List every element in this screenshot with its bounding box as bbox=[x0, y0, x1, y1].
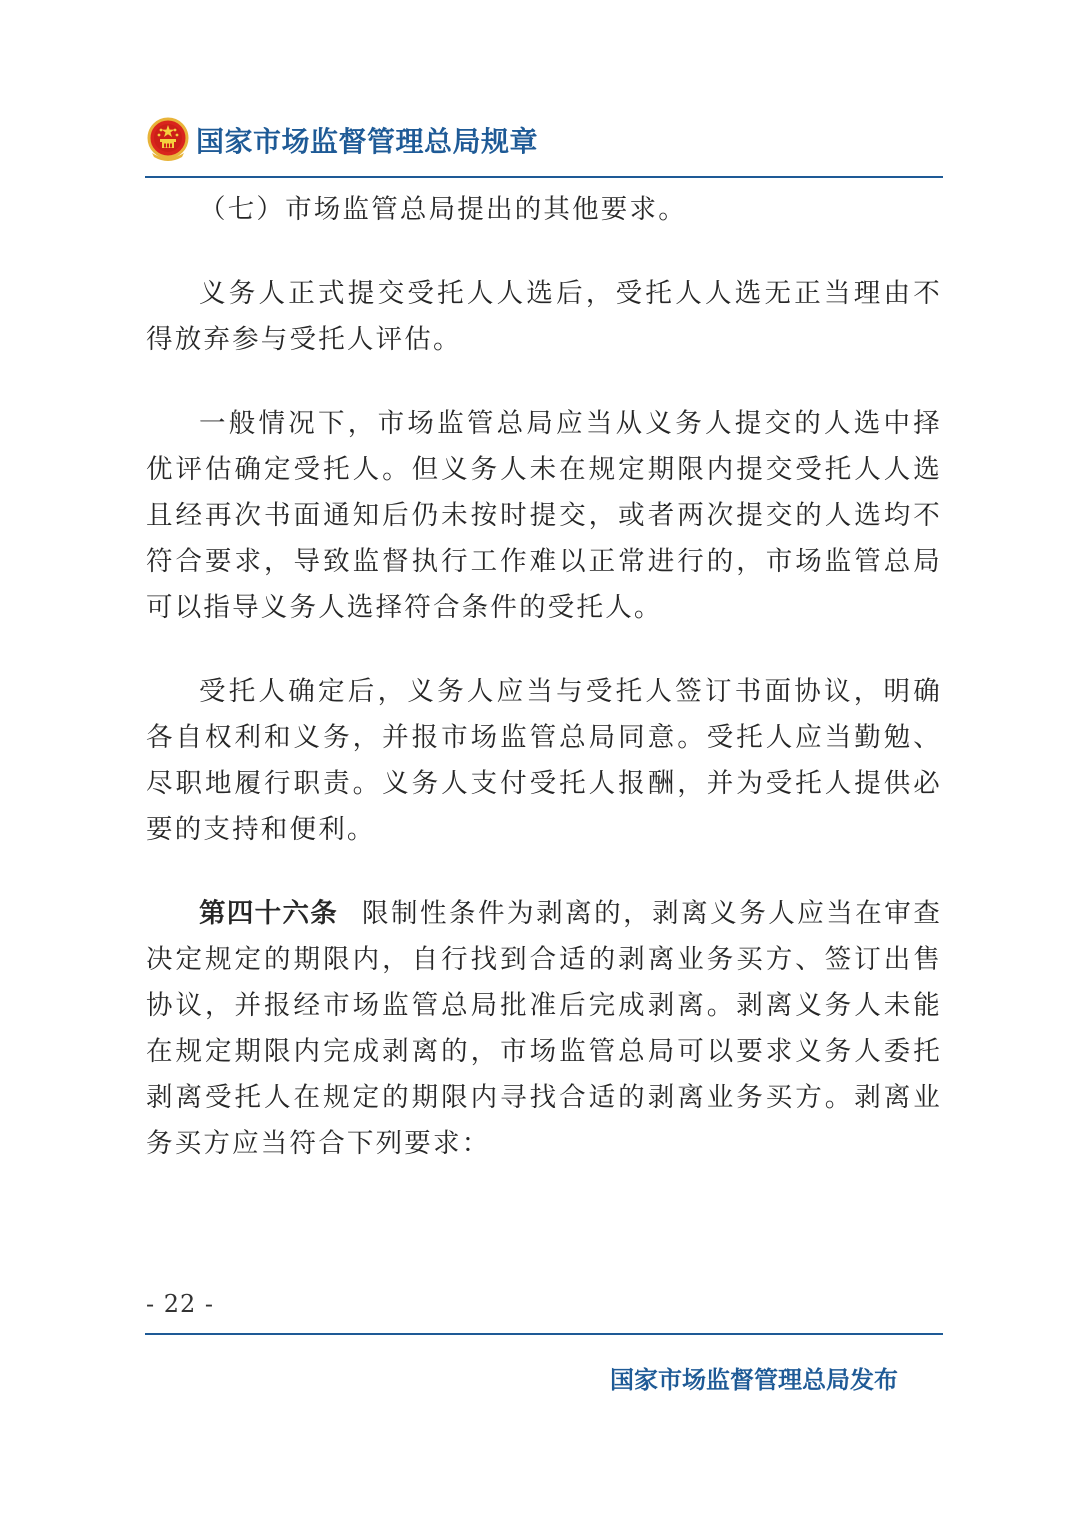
paragraph-trustee-agreement: 受托人确定后，义务人应当与受托人签订书面协议，明确各自权利和义务，并报市场监管总局同意。受托人应当勤勉、尽职地履行职责。义务人支付受托人报酬，并为受托人提供必要的支持和便利。 bbox=[146, 676, 942, 845]
footer-publisher: 国家市场监督管理总局发布 bbox=[610, 1366, 898, 1394]
article-heading: 第四十六条 bbox=[199, 898, 339, 929]
paragraph-item-seven: （七）市场监管总局提出的其他要求。 bbox=[199, 194, 687, 225]
page-header bbox=[146, 112, 538, 168]
paragraph-trustee-selection: 一般情况下，市场监管总局应当从义务人提交的人选中择优评估确定受托人。但义务人未在规定期限内提交受托人人选且经再次书面通知后仍未按时提交，或者两次提交的人选均不符合要求，导致监督执行工作难以正常进行的，市场监管总局可以指导义务人选择符合条件的受托人。 bbox=[146, 408, 942, 623]
page-number: - 22 - bbox=[146, 1290, 215, 1318]
paragraph-candidate-commitment: 义务人正式提交受托人人选后，受托人人选无正当理由不得放弃参与受托人评估。 bbox=[146, 278, 942, 355]
header-title: 国家市场监督管理总局规章 bbox=[196, 125, 539, 158]
header-divider bbox=[145, 176, 943, 178]
document-body bbox=[146, 187, 942, 1167]
paragraph-article-46 bbox=[146, 891, 942, 1167]
footer-divider bbox=[145, 1333, 943, 1335]
national-emblem-icon bbox=[146, 117, 190, 163]
article-text: 限制性条件为剥离的，剥离义务人应当在审查决定规定的期限内，自行找到合适的剥离业务买方、签订出售协议，并报经市场监管总局批准后完成剥离。剥离义务人未能在规定期限内完成剥离的，市场监管总局可以要求义务人委托剥离受托人在规定的期限内寻找合适的剥离业务买方。剥离业务买方应当符合下列要求： bbox=[146, 898, 943, 1159]
